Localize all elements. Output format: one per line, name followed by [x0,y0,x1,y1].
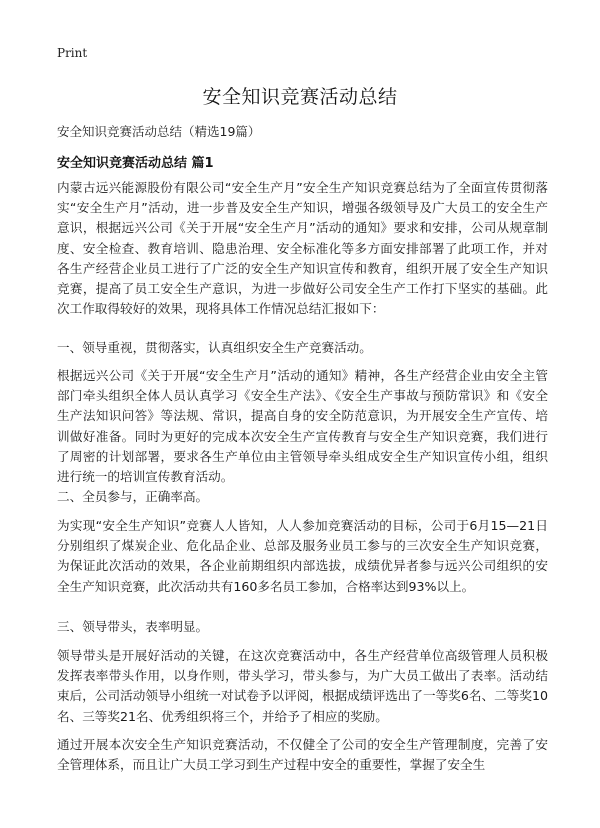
paragraph-heading-1: 一、领导重视，贯彻落实，认真组织安全生产竞赛活动。 [57,340,372,355]
document-subtitle: 安全知识竞赛活动总结（精选19篇） [57,124,261,139]
paragraph-body-2: 为实现“安全生产知识”竞赛人人皆知，人人参加竞赛活动的目标，公司于6月15—21日分别组织了煤炭企业、危化品企业、总部及服务业员工参与的三次安全生产知识竞赛，为保证此次活动的效果，各企业前期组织内部选拔，成绩优异者参与远兴公司组织的安全生产知识竞赛，此次活动共有160多名员工参加，合格率达到93%以上。 [57,518,548,594]
paragraph-intro: 内蒙古远兴能源股份有限公司“安全生产月”安全生产知识竞赛总结为了全面宣传贯彻落实“安全生产月”活动，进一步普及安全生产知识，增强各级领导及广大员工的安全生产意识，根据远兴公司《关于开展“安全生产月”活动的通知》要求和安排，公司从规章制度、安全检查、教育培训、隐患治理、安全标准化等多方面安排部署了此项工作，并对各生产经营企业员工进行了广泛的安全生产知识宣传和教育，组织开展了安全生产知识竞赛，提高了员工安全生产意识，为进一步做好公司安全生产工作打下坚实的基础。此次工作取得较好的效果，现将具体工作情况总结汇报如下： [57,180,548,317]
paragraph-body-1: 根据远兴公司《关于开展“安全生产月”活动的通知》精神，各生产经营企业由安全主管部门牵头组织全体人员认真学习《安全生产法》、《安全生产事故与预防常识》和《安全生产法知识问答》等法规、常识，提高自身的安全防范意识，为开展安全生产宣传、培训做好准备。同时为更好的完成本次安全生产宣传教育与安全生产知识竞赛，我们进行了周密的计划部署，要求各生产单位由主管领导牵头组成安全生产知识宣传小组，组织进行统一的培训宣传教育活动。 [57,368,548,485]
paragraph-conclusion: 通过开展本次安全生产知识竞赛活动，不仅健全了公司的安全生产管理制度，完善了安全管理体系，而且让广大员工学习到生产过程中安全的重要性，掌握了安全生 [57,737,548,773]
paragraph-heading-3: 三、领导带头，表率明显。 [57,619,209,634]
paragraph-heading-2: 二、全员参与，正确率高。 [57,489,209,504]
paragraph-body-3: 领导带头是开展好活动的关键，在这次竞赛活动中，各生产经营单位高级管理人员积极发挥表率带头作用，以身作则，带头学习，带头参与，为广大员工做出了表率。活动结束后，公司活动领导小组统一对试卷予以评阅，根据成绩评选出了一等奖6名、二等奖10名、三等奖21名、优秀组织将三个，并给予了相应的奖励。 [57,648,548,724]
document-title: 安全知识竞赛活动总结 [202,86,398,108]
section-heading: 安全知识竞赛活动总结 篇1 [57,156,214,171]
print-link[interactable]: Print [57,46,88,60]
